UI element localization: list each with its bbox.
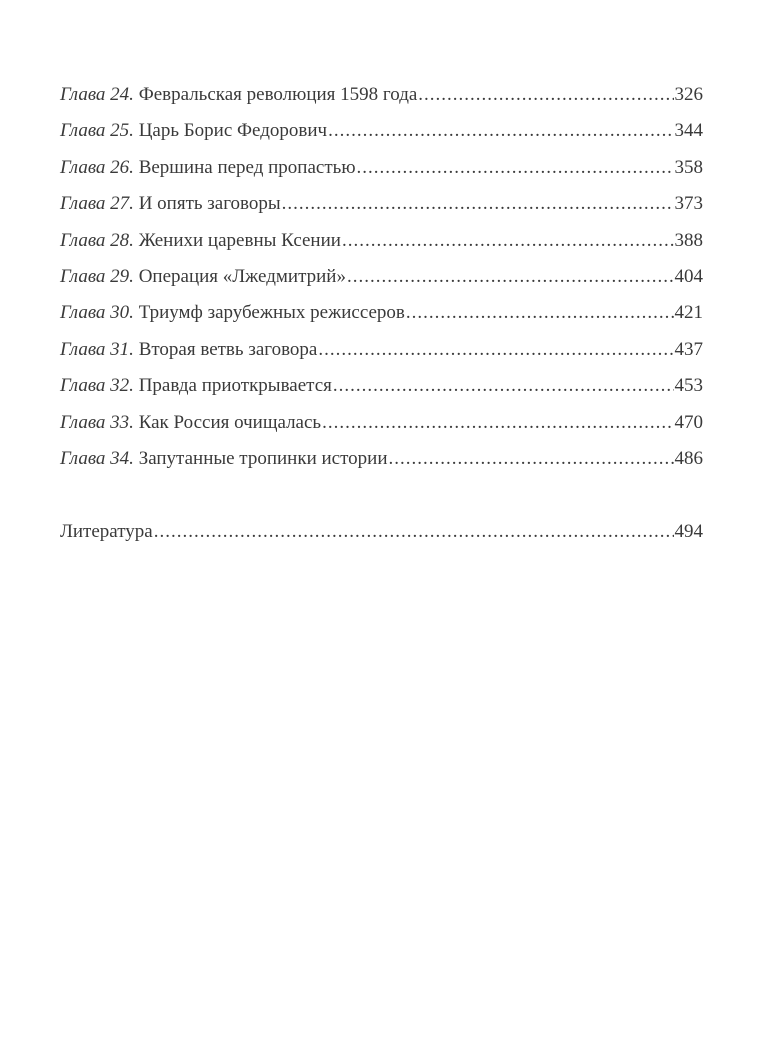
toc-page-number: 494 bbox=[674, 520, 703, 542]
dot-leader bbox=[318, 332, 673, 368]
toc-entry-title: Вторая ветвь заговора bbox=[138, 338, 318, 360]
toc-entry bbox=[60, 259, 703, 295]
toc-chapter-number: Глава 30. bbox=[60, 302, 134, 324]
toc-chapter-number: Глава 33. bbox=[60, 411, 134, 433]
toc-entry-title: Запутанные тропинки истории bbox=[138, 447, 388, 469]
dot-leader bbox=[357, 150, 674, 186]
toc-entry bbox=[60, 77, 703, 113]
toc-page-number: 326 bbox=[674, 84, 703, 105]
toc-chapter-number: Глава 26. bbox=[60, 156, 134, 178]
toc-page-number: 421 bbox=[674, 302, 703, 324]
dot-leader bbox=[333, 368, 674, 404]
toc-spacer bbox=[60, 477, 703, 513]
toc-entry bbox=[60, 223, 703, 259]
toc-list bbox=[60, 77, 703, 550]
dot-leader bbox=[418, 77, 673, 113]
toc-entry bbox=[60, 441, 703, 477]
toc-entry-title: Операция «Лжедмитрий» bbox=[138, 265, 346, 287]
toc-entry-title: Триумф зарубежных режиссеров bbox=[138, 302, 405, 324]
toc-chapter-number: Глава 24. bbox=[60, 84, 134, 105]
toc-page-number: 344 bbox=[674, 120, 703, 142]
toc-page-number: 404 bbox=[674, 265, 703, 287]
dot-leader bbox=[328, 113, 673, 149]
toc-chapter-number: Глава 27. bbox=[60, 193, 134, 215]
toc-entry bbox=[60, 186, 703, 222]
toc-page-number: 373 bbox=[674, 193, 703, 215]
toc-page-number: 388 bbox=[674, 229, 703, 251]
toc-chapter-number: Глава 31. bbox=[60, 338, 134, 360]
dot-leader bbox=[322, 405, 673, 441]
dot-leader bbox=[347, 259, 674, 295]
dot-leader bbox=[389, 441, 674, 477]
toc-entry bbox=[60, 368, 703, 404]
toc-entry-title: Литература bbox=[60, 520, 153, 542]
toc-page-number: 486 bbox=[674, 447, 703, 469]
toc-page bbox=[60, 77, 703, 550]
toc-entry-title: Правда приоткрывается bbox=[138, 375, 332, 397]
toc-entry-literature bbox=[60, 514, 703, 550]
toc-entry-title: Вершина перед пропастью bbox=[138, 156, 356, 178]
dot-leader bbox=[406, 295, 674, 331]
toc-entry-title: Как Россия очищалась bbox=[138, 411, 322, 433]
toc-chapter-number: Глава 32. bbox=[60, 375, 134, 397]
toc-entry-title: И опять заговоры bbox=[138, 193, 281, 215]
toc-chapter-number: Глава 25. bbox=[60, 120, 134, 142]
toc-entry-title: Февральская революция 1598 года bbox=[138, 84, 418, 105]
toc-entry bbox=[60, 332, 703, 368]
toc-chapter-number: Глава 29. bbox=[60, 265, 134, 287]
toc-entry bbox=[60, 405, 703, 441]
dot-leader bbox=[282, 186, 674, 222]
toc-entry bbox=[60, 295, 703, 331]
dot-leader bbox=[154, 514, 674, 550]
toc-chapter-number: Глава 28. bbox=[60, 229, 134, 251]
toc-page-number: 437 bbox=[674, 338, 703, 360]
toc-page-number: 453 bbox=[674, 375, 703, 397]
toc-entry bbox=[60, 150, 703, 186]
dot-leader bbox=[342, 223, 674, 259]
toc-page-number: 470 bbox=[674, 411, 703, 433]
toc-entry bbox=[60, 113, 703, 149]
toc-page-number: 358 bbox=[674, 156, 703, 178]
toc-entry-title: Женихи царевны Ксении bbox=[138, 229, 341, 251]
toc-entry-title: Царь Борис Федорович bbox=[138, 120, 328, 142]
toc-chapter-number: Глава 34. bbox=[60, 447, 134, 469]
